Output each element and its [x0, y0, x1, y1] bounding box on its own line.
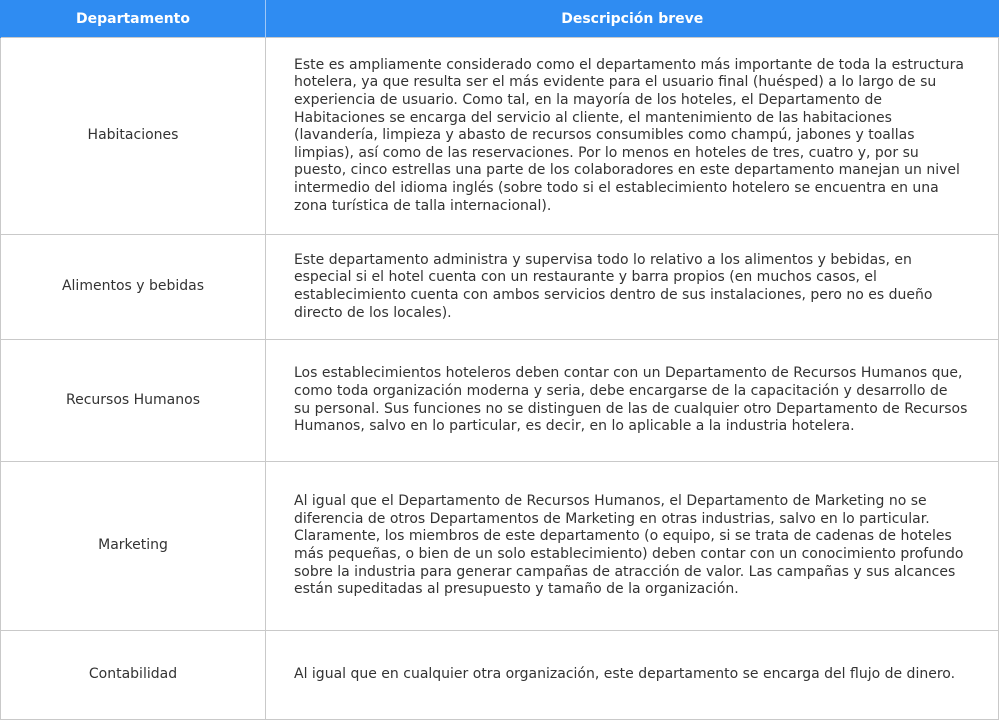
table-row — [1, 235, 999, 340]
description-cell: Los establecimientos hoteleros deben contar con un Departamento de Recursos Humanos que, como toda organización moderna y seria, debe encargarse de la capacitación y desarrollo de su personal. Sus funciones no se distinguen de las de cualquier otro Departamento de Recursos Humanos, salvo en lo particular, es decir, en lo aplicable a la industria hotelera. — [266, 340, 999, 462]
department-cell: Recursos Humanos — [1, 340, 266, 462]
department-cell: Contabilidad — [1, 631, 266, 720]
description-cell: Al igual que en cualquier otra organización, este departamento se encarga del flujo de dinero. — [266, 631, 999, 720]
column-header-description: Descripción breve — [266, 0, 999, 38]
column-header-department: Departamento — [1, 0, 266, 38]
table-row — [1, 631, 999, 720]
table-row — [1, 38, 999, 235]
department-cell: Alimentos y bebidas — [1, 235, 266, 340]
department-cell: Marketing — [1, 462, 266, 631]
table-row — [1, 340, 999, 462]
description-cell: Este departamento administra y supervisa todo lo relativo a los alimentos y bebidas, en especial si el hotel cuenta con un restaurante y barra propios (en muchos casos, el establecimiento cuenta con ambos servicios dentro de sus instalaciones, pero no es dueño directo de los locales). — [266, 235, 999, 340]
table-header-row — [1, 0, 999, 38]
department-cell: Habitaciones — [1, 38, 266, 235]
description-cell: Al igual que el Departamento de Recursos Humanos, el Departamento de Marketing no se diferencia de otros Departamentos de Marketing en otras industrias, salvo en lo particular. Claramente, los miembros de este departamento (o equipo, si se trata de cadenas de hoteles más pequeñas, o bien de un solo establecimiento) deben contar con un conocimiento profundo sobre la industria para generar campañas de atracción de valor. Las campañas y sus alcances están supeditadas al presupuesto y tamaño de la organización. — [266, 462, 999, 631]
table-row — [1, 462, 999, 631]
description-cell: Este es ampliamente considerado como el departamento más importante de toda la estructura hotelera, ya que resulta ser el más evidente para el usuario final (huésped) a lo largo de su experiencia de usuario. Como tal, en la mayoría de los hoteles, el Departamento de Habitaciones se encarga del servicio al cliente, el mantenimiento de las habitaciones (lavandería, limpieza y abasto de recursos consumibles como champú, jabones y toallas limpias), así como de las reservaciones. Por lo menos en hoteles de tres, cuatro y, por su puesto, cinco estrellas una parte de los colaboradores en este departamento manejan un nivel intermedio del idioma inglés (sobre todo si el establecimiento hotelero se encuentra en una zona turística de talla internacional). — [266, 38, 999, 235]
